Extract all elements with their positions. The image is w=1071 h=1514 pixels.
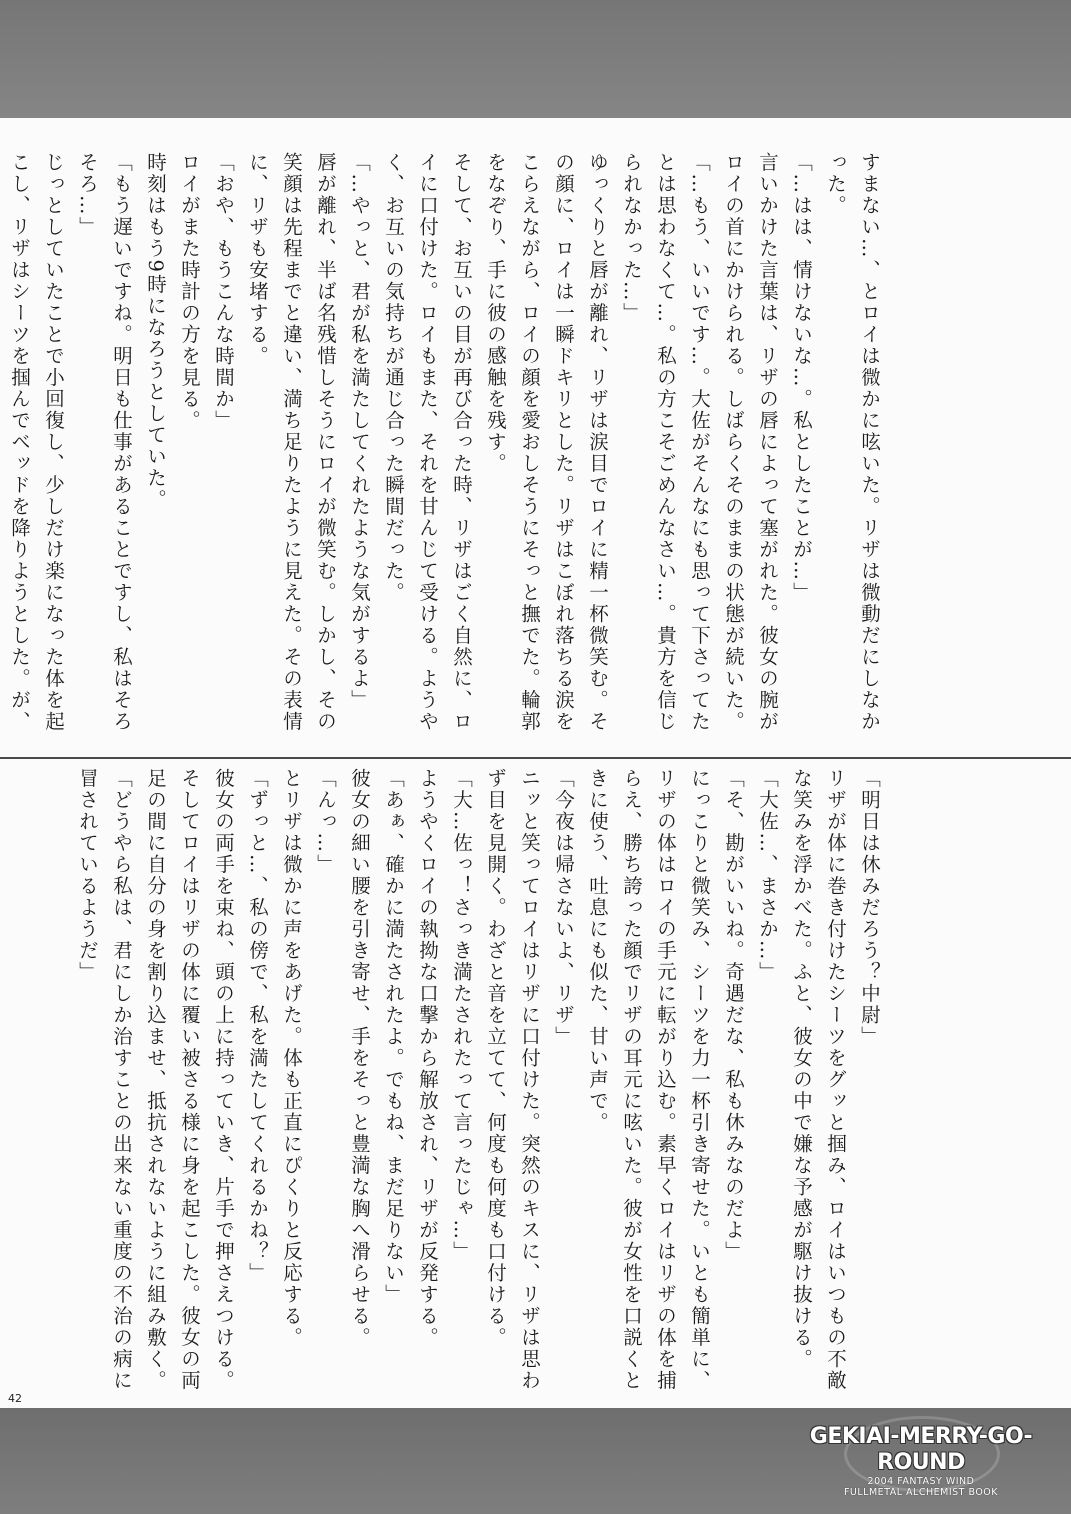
paragraph: ロイがまた時計の方を見る。 bbox=[178, 152, 201, 432]
book-logo bbox=[790, 1424, 1052, 1498]
paragraph: 唇が離れ、半ば名残惜しそうにロイが微笑む。しかし、その笑顔は先程までと違い、満ち足りたように見えた。その表情に、リザも安堵する。 bbox=[246, 152, 337, 733]
paragraph: 「そ、勘がいいね。奇遇だな、私も休みなのだよ」 bbox=[722, 768, 745, 1263]
paragraph: 「大佐…、まさか…」 bbox=[756, 768, 779, 983]
paragraph: とリザは微かに声をあげた。体も正直にぴくりと反応する。 bbox=[280, 768, 303, 1349]
paragraph: ゆっくりと唇が離れ、リザは涙目でロイに精一杯微笑む。その顔に、ロイは一瞬ドキリとした。リザはこぼれ落ちる涙をこらえながら、ロイの顔を愛おしそうにそっと撫でた。輪郭をなぞり、手に彼の感触を残す。 bbox=[484, 152, 609, 733]
paragraph: 「大…佐っ！さっき満たされたって言ったじゃ…」 bbox=[450, 768, 473, 1263]
paragraph: ニッと笑ってロイはリザに口付けた。突然のキスに、リザは思わず目を見開く。わざと音を立てて、何度も何度も口付ける。 bbox=[484, 768, 541, 1392]
paragraph: 「あぁ、確かに満たされたよ。でもね、まだ足りない」 bbox=[382, 768, 405, 1306]
logo-title: GEKIAI-MERRY-GO-ROUND bbox=[809, 1424, 1033, 1475]
paragraph: そして、お互いの目が再び合った時、リザはごく自然に、ロイに口付けた。ロイもまた、それを甘んじて受ける。ようやく、お互いの気持ちが通じ合った瞬間だった。 bbox=[382, 152, 473, 733]
logo-subtitle-1: 2004 FANTASY WIND bbox=[867, 1476, 975, 1487]
paragraph: 彼女の両手を束ね、頭の上に持っていき、片手で押さえつける。そしてロイはリザの体に覆い被さる様に身を起こした。彼女の両足の間に自分の身を割り込ませ、抵抗されないように組み敷く。 bbox=[144, 768, 235, 1392]
paragraph: 「んっ…」 bbox=[314, 768, 337, 876]
paragraph: 「ずっと…、私の傍で、私を満たしてくれるかね？」 bbox=[246, 768, 269, 1284]
paragraph: ようやくロイの執拗な口撃から解放され、リザが反発する。 bbox=[416, 768, 439, 1349]
paragraph: にっこりと微笑み、シーツを力一杯引き寄せた。いとも簡単に、リザの体はロイの手元に転がり込む。素早くロイはリザの体を捕らえ、勝ち誇った顔でリザの耳元に呟いた。彼が女性を口説くときに使う、吐息にも似た、甘い声で。 bbox=[586, 768, 711, 1392]
paragraph: 「どうやら私は、君にしか治すことの出来ない重度の不治の病に冒されているようだ」 bbox=[76, 768, 133, 1392]
paragraph: 「おや、もうこんな時間か」 bbox=[212, 152, 235, 432]
top-scan-band bbox=[0, 0, 1071, 118]
paragraph: 「もう遅いですね。明日も仕事があることですし、私はそろそろ…」 bbox=[76, 152, 133, 733]
section-divider bbox=[0, 757, 1071, 759]
bottom-text-block bbox=[76, 768, 886, 1393]
paragraph: 「今夜は帰さないよ、リザ」 bbox=[552, 768, 575, 1048]
logo-subtitle-2: FULLMETAL ALCHEMIST BOOK bbox=[843, 1487, 999, 1498]
paragraph: 言いかけた言葉は、リザの唇によって塞がれた。彼女の腕がロイの首にかけられる。しばらくそのままの状態が続いた。 bbox=[722, 152, 779, 733]
paragraph: 「…はは、情けないな…。私としたことが…」 bbox=[790, 152, 813, 604]
top-text-block bbox=[8, 152, 886, 744]
paragraph: 時刻はもう9時になろうとしていた。 bbox=[144, 152, 167, 511]
paragraph: 彼女の細い腰を引き寄せ、手をそっと豊満な胸へ滑らせる。 bbox=[348, 768, 371, 1349]
paragraph: 「明日は休みだろう？中尉」 bbox=[858, 768, 881, 1048]
paragraph: リザが体に巻き付けたシーツをグッと掴み、ロイはいつもの不敵な笑みを浮かべた。ふと、彼女の中で嫌な予感が駆け抜ける。 bbox=[790, 768, 847, 1392]
page-number: 42 bbox=[8, 1392, 22, 1405]
paragraph: 「…もう、いいです…。大佐がそんなにも思って下さってたとは思わなくて…。私の方こそごめんなさい…。貴方を信じられなかった…」 bbox=[620, 152, 711, 733]
paragraph: すまない…、とロイは微かに呟いた。リザは微動だにしなかった。 bbox=[824, 152, 881, 733]
paragraph: 「…やっと、君が私を満たしてくれたような気がするよ」 bbox=[348, 152, 371, 711]
paragraph: じっとしていたことで小回復し、少しだけ楽になった体を起こし、リザはシーツを掴んでベッドを降りようとした。が、 bbox=[8, 152, 65, 733]
